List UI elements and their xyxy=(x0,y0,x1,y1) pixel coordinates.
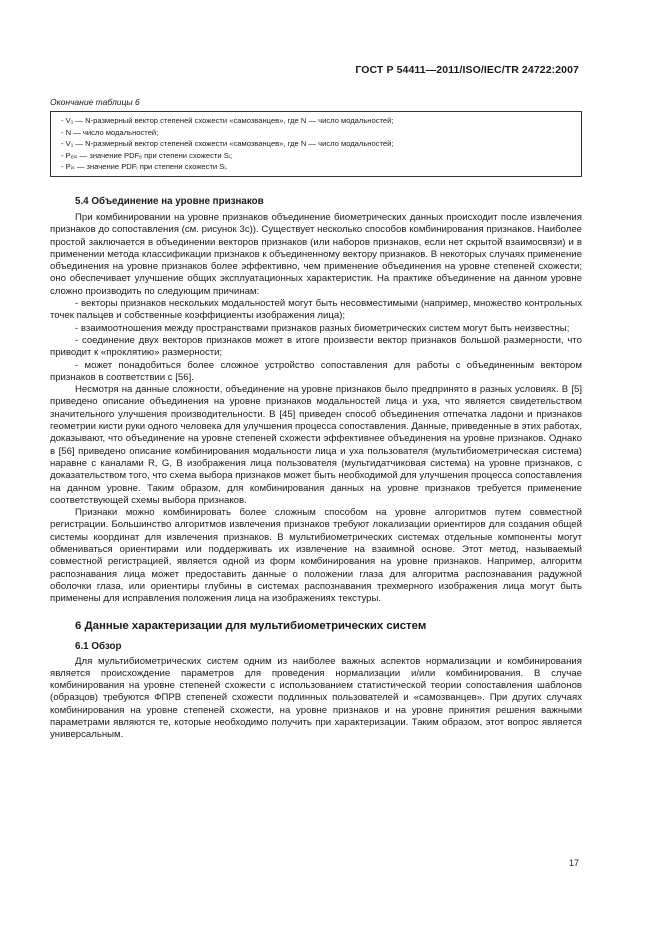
table-line: - V₁ — N-размерный вектор степеней схожести «самозванцев», где N — число модальностей; xyxy=(61,116,394,125)
list-item: - соединение двух векторов признаков может в итоге произвести вектор признаков большой размерности, что приводит к «проклятию» размерности; xyxy=(50,334,582,359)
main-content xyxy=(50,196,582,742)
list-item: - векторы признаков нескольких модальностей могут быть несовместимыми (например, множество контрольных точек пальцев и собственные коэффициенты изображения лица); xyxy=(50,298,582,322)
table-line: - Pₑᵢₛ — значение PDFₑ при степени схожести Sᵢ; xyxy=(61,150,233,160)
paragraph: Для мультибиометрических систем одним из наиболее важных аспектов нормализации и комбинирования является происхождение параметров для проведения нормализации и/или комбинирования. В случае комбинирования на уровне степеней схожести с использованием статистической теории сопоставления шаблонов (образцов) требуются ФПРВ степеней схожести подлинных пользователей и «самозванцев». При других случаях комбинирования на уровне степеней схожести, на уровне признаков и на уровне принятия решения важными параметрами являются те, которые необходимо получить при характеризации. Таким образом, этот вопрос является универсальным. xyxy=(50,655,582,741)
section-6-heading: 6 Данные характеризации для мультибиометрических систем xyxy=(75,619,427,632)
table-line: - Pᵢₛ — значение PDFᵢ при степени схожести Sᵢ. xyxy=(61,162,228,172)
section-5-4-heading: 5.4 Объединение на уровне признаков xyxy=(75,196,264,207)
paragraph: Несмотря на данные сложности, объединение на уровне признаков было предпринято в разных условиях. В [5] приведено описание объединения на уровне признаков модальностей лица и уха, что является свидетельством значительного улучшения производительности. В [45] приведен способ объединения отпечатка ладони и признаков геометрии кисти руки одного человека для улучшения процесса сопоставления. Данные, приведенные в этих работах, доказывают, что объединение на уровне степеней схожести эффективнее объединения на уровне признаков. Однако в [56] приведено описание комбинирования модальности лица и уха пользователя (мультибиометрическая система) наравне с каналами R, G, B изображения лица пользователя (мультидатчиковая система) на уровне признаков, с доказательством того, что схема выбора признаков может быть необходимой для улучшения процесса сопоставления на данном уровне. Таким образом, для комбинирования данных на уровне признаков требуется применение соответствующей схемы выбора признаков. xyxy=(50,384,582,506)
table-caption: Окончание таблицы 6 xyxy=(50,97,140,107)
section-6-1-heading: 6.1 Обзор xyxy=(75,640,122,652)
paragraph: Признаки можно комбинировать более сложным способом на уровне алгоритмов путем совместной регистрации. Большинство алгоритмов извлечения признаков требуют локализации ориентиров для создания общей системы координат для извлечения признаков. В мультибиометрических системах отдельные компоненты могут обмениваться ориентирами или поддерживать их извлечение на взаимной основе. Этот метод, называемый совместной регистрацией, является одной из форм комбинирования на уровне признаков. Например, алгоритм распознавания лица может предоставить данные о положении глаза для алгоритма распознавания радужной оболочки глаза, или ориентиры глубины в системах распознавания трехмерного изображения лица могут быть применены для исправления положения лица на изображениях текстуры. xyxy=(50,507,582,605)
page-number: 17 xyxy=(568,858,579,868)
running-header: ГОСТ Р 54411—2011/ISO/IEC/TR 24722:2007 xyxy=(355,64,579,76)
paragraph: При комбинировании на уровне признаков объединение биометрических данных происходит после извлечения признаков до сопоставления (см. рисунок 3с)). Существует несколько способов комбинирования признаков. Наиболее простой заключается в объединении векторов признаков (или наборов признаков, если нет скрытой взаимосвязи) и в применении метода классификации признаков к объединенному вектору признаков. В некоторых случаях применение объединения на уровне признаков более эффективно, чем применение объединения на уровне степеней схожести; оно обеспечивает улучшение общих эксплуатационных характеристик. На практике объединение на данном уровне сложно производить по следующим причинам: xyxy=(50,212,582,297)
table-line: - V₁ — N-размерный вектор степеней схожести «самозванцев», где N — число модальностей; xyxy=(61,139,394,149)
list-item: - может понадобиться более сложное устройство сопоставления для работы с объединенным вектором признаков в соответствии с [56]. xyxy=(50,359,582,383)
list-item: - взаимоотношения между пространствами признаков разных биометрических систем могут быть неизвестны; xyxy=(75,322,570,334)
table-line: - N — число модальностей; xyxy=(61,127,159,137)
table-continuation xyxy=(50,111,582,177)
